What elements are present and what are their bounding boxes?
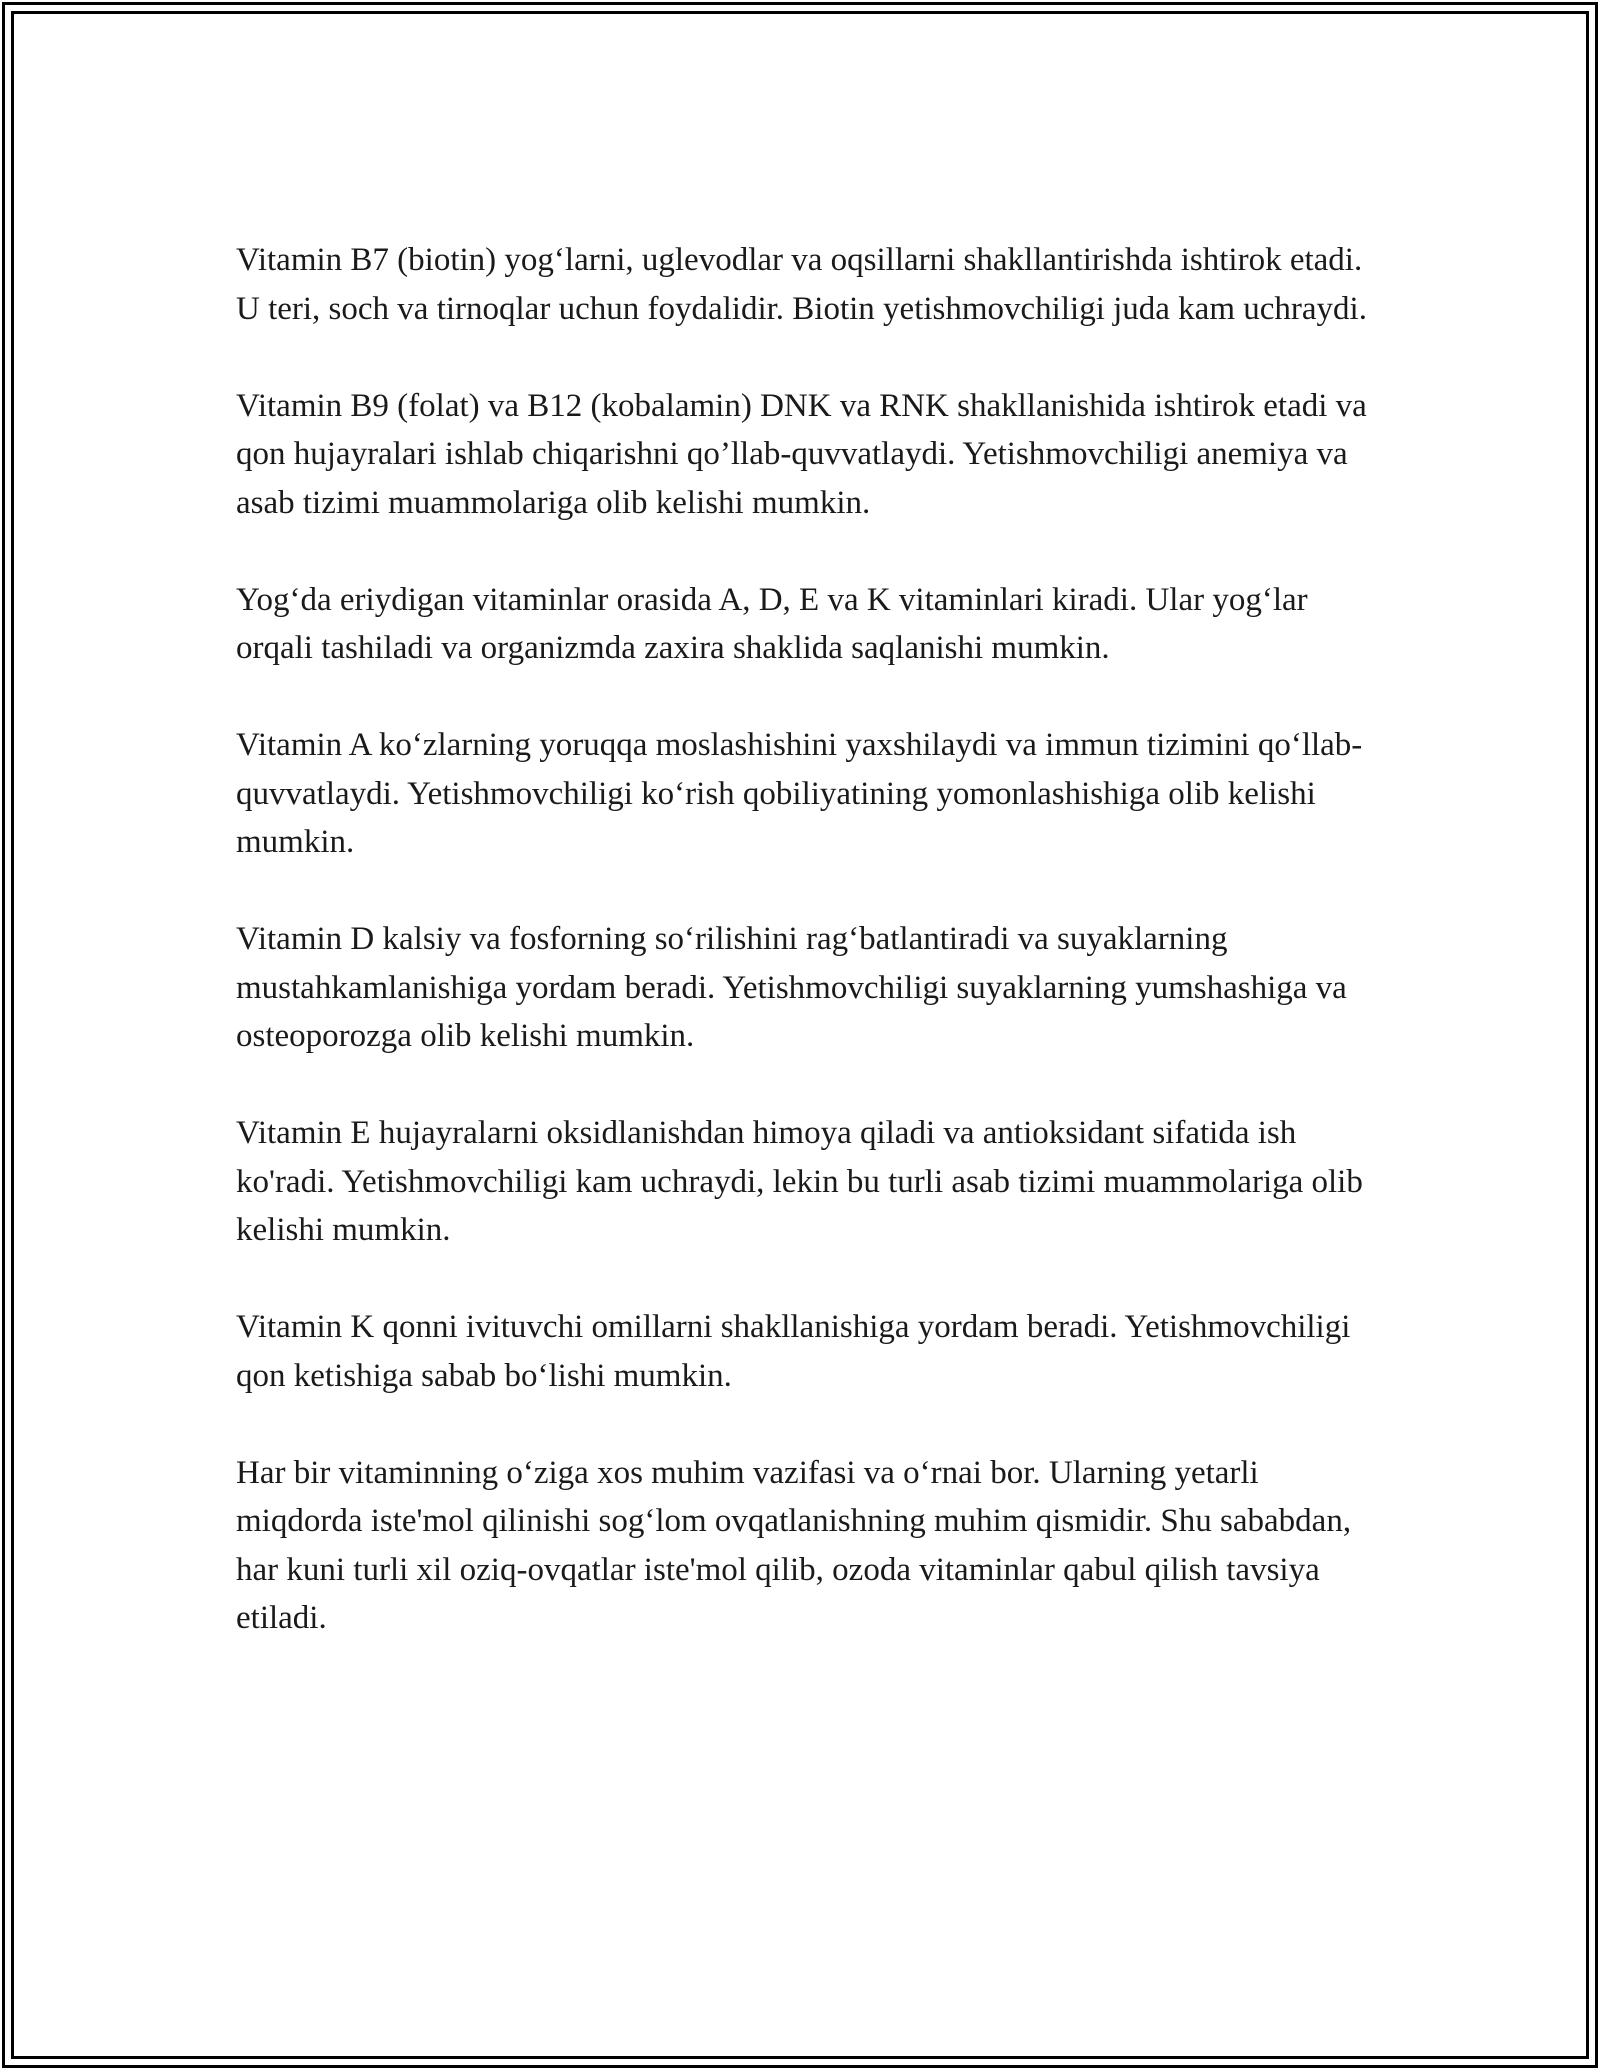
paragraph-vitamin-d: Vitamin D kalsiy va fosforning so‘rilishini rag‘batlantiradi va suyaklarning mustahkamlanishiga yordam beradi. Yetishmovchiligi suyaklarning yumshashiga va osteoporozga olib kelishi mumkin. <box>236 921 1347 1054</box>
paragraph-vitamin-b9-b12: Vitamin B9 (folat) va B12 (kobalamin) DNK va RNK shakllanishida ishtirok etadi va qon hujayralari ishlab chiqarishni qo’llab-quvvatlaydi. Yetishmovchiligi anemiya va asab tizimi muammolariga olib kelishi mumkin. <box>236 387 1367 521</box>
paragraph-vitamin-k: Vitamin K qonni ivituvchi omillarni shakllanishiga yordam beradi. Yetishmovchiligi qon ketishiga sabab bo‘lishi mumkin. <box>236 1309 1351 1394</box>
paragraph-conclusion: Har bir vitaminning o‘ziga xos muhim vazifasi va o‘rnai bor. Ularning yetarli miqdorda iste'mol qilinishi sog‘lom ovqatlanishning muhim qismidir. Shu sababdan, har kuni turli xil oziq-ovqatlar iste'mol qilib, ozoda vitaminlar qabul qilish tavsiya etiladi. <box>236 1454 1352 1636</box>
paragraph-vitamin-e: Vitamin E hujayralarni oksidlanishdan himoya qiladi va antioksidant sifatida ish ko'radi. Yetishmovchiligi kam uchraydi, lekin bu turli asab tizimi muammolariga olib kelishi mumkin. <box>236 1115 1363 1248</box>
paragraph-vitamin-a: Vitamin A ko‘zlarning yoruqqa moslashishini yaxshilaydi va immun tizimini qo‘llab-quvvatlaydi. Yetishmovchiligi ko‘rish qobiliyatining yomonlashishiga olib kelishi mumkin. <box>236 727 1363 860</box>
paragraph-vitamin-b7: Vitamin B7 (biotin) yog‘larni, uglevodlar va oqsillarni shakllantirishda ishtirok etadi. U teri, soch va tirnoqlar uchun foydalidir. Biotin yetishmovchiligi juda kam uchraydi. <box>236 242 1367 327</box>
paragraph-fat-soluble-vitamins: Yog‘da eriydigan vitaminlar orasida A, D, E va K vitaminlari kiradi. Ular yog‘lar orqali tashiladi va organizmda zaxira shaklida saqlanishi mumkin. <box>236 581 1308 666</box>
document-body <box>236 236 1376 1643</box>
